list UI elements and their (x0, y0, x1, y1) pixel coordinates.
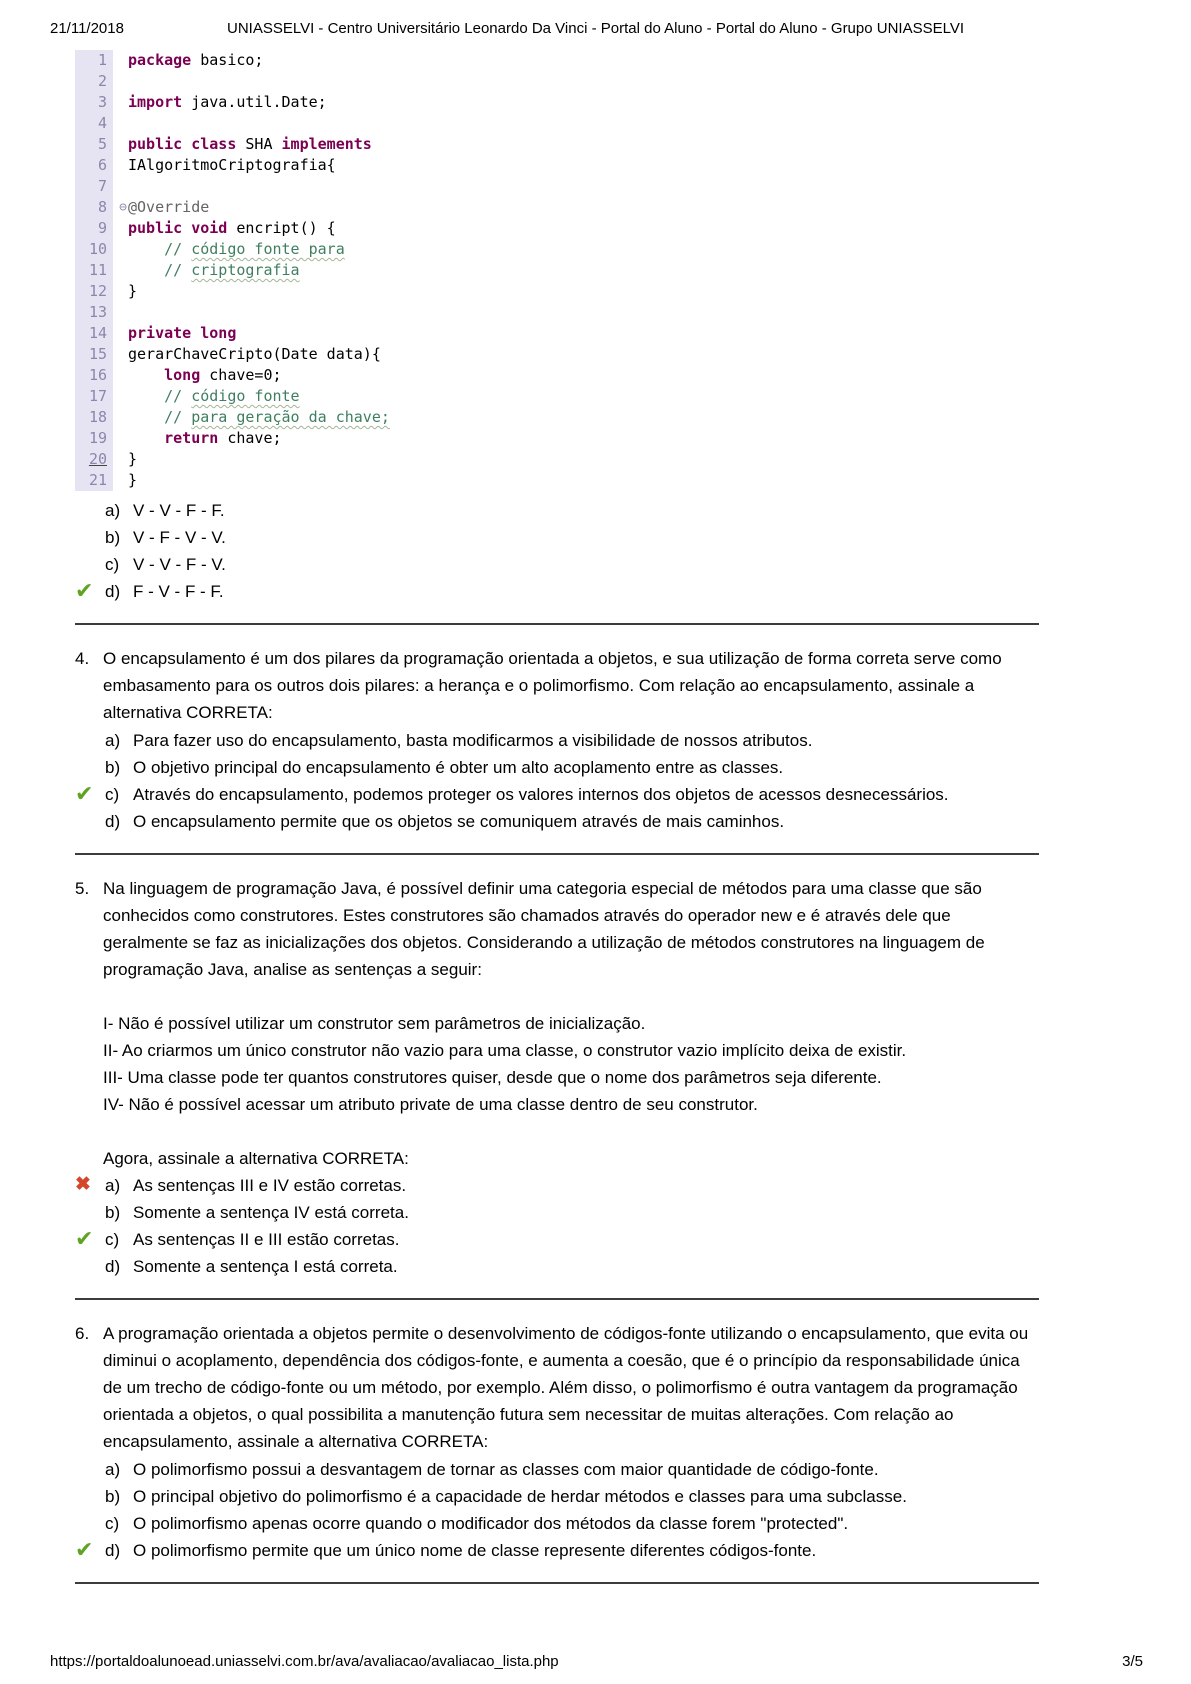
code-segment-plain: basico; (191, 51, 264, 69)
line-number-gutter (75, 197, 127, 218)
code-segment-keyword: return (164, 429, 219, 447)
option-text: Para fazer uso do encapsulamento, basta modificarmos a visibilidade de nossos atributos. (133, 731, 813, 750)
line-number: 7 (97, 177, 107, 195)
option-text: V - V - F - F. (133, 501, 225, 520)
answer-option (75, 524, 1039, 551)
code-segment-comment: // (128, 387, 192, 405)
question-number: 6. (75, 1324, 90, 1343)
code-segment-plain: IAlgoritmoCriptografia{ (128, 156, 336, 174)
option-text: O objetivo principal do encapsulamento é obter um alto acoplamento entre as classes. (133, 758, 784, 777)
line-number-gutter (75, 113, 113, 134)
line-number: 21 (88, 471, 107, 489)
code-line (75, 386, 1039, 407)
line-number: 3 (97, 93, 107, 111)
code-segment-keyword: package (128, 51, 192, 69)
code-segment-keyword: long (164, 366, 201, 384)
option-text: O polimorfismo apenas ocorre quando o modificador dos métodos da classe forem "protected". (133, 1514, 849, 1533)
line-number-gutter (75, 176, 113, 197)
answer-option (75, 781, 1039, 808)
question-options (75, 727, 1039, 835)
code-segment-plain: gerarChaveCripto(Date data){ (128, 345, 381, 363)
statement-item: II- Ao criarmos um único construtor não vazio para uma classe, o construtor vazio implícito deixa de existir. (103, 1041, 907, 1060)
line-number: 14 (88, 324, 107, 342)
option-text: Somente a sentença I está correta. (133, 1257, 398, 1276)
code-line (75, 428, 1039, 449)
page-title: UNIASSELVI - Centro Universitário Leonardo Da Vinci - Portal do Aluno - Portal do Aluno - Grupo UNIASSELVI (226, 20, 965, 37)
code-line (75, 155, 1039, 176)
statement-item: I- Não é possível utilizar um construtor sem parâmetros de inicialização. (103, 1014, 646, 1033)
code-segment-plain (128, 366, 164, 384)
option-text: Somente a sentença IV está correta. (133, 1203, 409, 1222)
code-line-text (113, 92, 327, 113)
correct-answer-check-icon: ✔ (75, 1226, 94, 1251)
option-text: As sentenças III e IV estão corretas. (133, 1176, 407, 1195)
answer-option (75, 551, 1039, 578)
code-segment-plain: } (128, 282, 138, 300)
option-label: a) (105, 501, 121, 520)
code-line (75, 449, 1039, 470)
answer-option (75, 497, 1039, 524)
code-line (75, 470, 1039, 491)
line-number: 12 (88, 282, 107, 300)
answer-option (75, 1226, 1039, 1253)
option-text: Através do encapsulamento, podemos proteger os valores internos dos objetos de acessos desnecessários. (133, 785, 949, 804)
section-divider (75, 623, 1039, 625)
code-segment-comment: // (128, 261, 192, 279)
line-number-gutter (75, 365, 113, 386)
code-segment-plain (182, 135, 191, 153)
statement-item: IV- Não é possível acessar um atributo private de uma classe dentro de seu construtor. (103, 1095, 758, 1114)
question-options (75, 1172, 1039, 1280)
line-number: 1 (97, 51, 107, 69)
question-block (75, 1320, 1039, 1584)
code-segment-comment_underline: criptografia (191, 261, 300, 279)
code-line (75, 323, 1039, 344)
print-header (0, 20, 1191, 37)
code-segment-plain: java.util.Date; (182, 93, 327, 111)
answer-option (75, 1483, 1039, 1510)
correct-answer-check-icon: ✔ (75, 781, 94, 806)
answer-option (75, 808, 1039, 835)
line-number: 13 (88, 303, 107, 321)
code-line-text (113, 176, 128, 197)
code-line (75, 113, 1039, 134)
option-label: b) (105, 1487, 121, 1506)
line-number: 9 (97, 219, 107, 237)
code-segment-plain (128, 429, 164, 447)
option-label: a) (105, 731, 121, 750)
line-number: 20 (88, 450, 107, 468)
code-line (75, 92, 1039, 113)
option-text: V - F - V - V. (133, 528, 226, 547)
line-number-gutter (75, 302, 113, 323)
code-line-text (113, 239, 345, 260)
code-segment-plain: } (128, 471, 138, 489)
question-head (75, 875, 1039, 983)
code-line (75, 302, 1039, 323)
code-line (75, 365, 1039, 386)
code-line-text (113, 386, 300, 407)
line-number: 8 (97, 198, 107, 216)
line-number-gutter (75, 470, 113, 491)
section-divider (75, 853, 1039, 855)
code-segment-comment: // (128, 240, 192, 258)
code-line-text (113, 323, 236, 344)
line-number-gutter (75, 260, 113, 281)
code-segment-plain: chave; (218, 429, 282, 447)
line-number: 15 (88, 345, 107, 363)
line-number-gutter (75, 344, 113, 365)
correct-answer-check-icon: ✔ (75, 1537, 94, 1562)
code-line-text (113, 281, 137, 302)
code-editor (75, 50, 1039, 491)
option-label: b) (105, 758, 121, 777)
line-number: 6 (97, 156, 107, 174)
option-text: O encapsulamento permite que os objetos se comuniquem através de mais caminhos. (133, 812, 785, 831)
code-line-text (113, 344, 381, 365)
code-line (75, 176, 1039, 197)
option-text: As sentenças II e III estão corretas. (133, 1230, 400, 1249)
code-line (75, 344, 1039, 365)
answer-option (75, 578, 1039, 605)
option-label: b) (105, 1203, 121, 1222)
question-options (75, 1456, 1039, 1564)
code-line-text (113, 134, 372, 155)
option-label: d) (105, 582, 121, 601)
answer-option (75, 1537, 1039, 1564)
code-line-text (113, 113, 128, 134)
code-segment-annotation: @Override (128, 198, 210, 216)
line-number-gutter (75, 386, 113, 407)
code-line (75, 239, 1039, 260)
line-number: 4 (97, 114, 107, 132)
line-number-gutter (75, 134, 113, 155)
code-segment-keyword: public (128, 135, 183, 153)
section-divider (75, 1298, 1039, 1300)
line-number-gutter (75, 407, 113, 428)
code-segment-plain (182, 219, 191, 237)
code-line-text (113, 260, 300, 281)
question-block (75, 875, 1039, 1300)
code-line-text (113, 449, 137, 470)
code-line-text (113, 407, 390, 428)
statement-item: III- Uma classe pode ter quantos construtores quiser, desde que o nome dos parâmetros seja diferente. (103, 1068, 882, 1087)
answer-option (75, 1253, 1039, 1280)
code-line-text (113, 365, 282, 386)
code-segment-plain: SHA (236, 135, 282, 153)
code-line (75, 407, 1039, 428)
option-label: d) (105, 812, 121, 831)
code-segment-keyword: import (128, 93, 183, 111)
line-number: 2 (97, 72, 107, 90)
code-line (75, 50, 1039, 71)
option-text: O polimorfismo permite que um único nome de classe represente diferentes códigos-fonte. (133, 1541, 817, 1560)
line-number-gutter (75, 155, 113, 176)
code-segment-keyword: private long (128, 324, 237, 342)
code-line (75, 197, 1039, 218)
option-label: b) (105, 528, 121, 547)
line-number: 18 (88, 408, 107, 426)
line-number: 17 (88, 387, 107, 405)
code-segment-plain: encript() { (227, 219, 336, 237)
code-segment-plain: chave=0; (200, 366, 282, 384)
code-segment-keyword: implements (281, 135, 372, 153)
fold-collapse-icon: ⊖ (119, 200, 127, 215)
wrong-answer-x-icon: ✖ (75, 1174, 91, 1195)
answer-option (75, 754, 1039, 781)
code-line-text (113, 155, 336, 176)
print-date: 21/11/2018 (50, 20, 124, 37)
question-number: 4. (75, 649, 90, 668)
option-text: F - V - F - F. (133, 582, 224, 601)
question-text: O encapsulamento é um dos pilares da programação orientada a objetos, e sua utilização de forma correta serve como embasamento para os outros dois pilares: a herança e o polimorfismo. Com relação ao encapsulamento, assinale a alternativa CORRETA: (103, 649, 1002, 722)
footer-page-number: 3/5 (1122, 1653, 1143, 1670)
answer-option (75, 727, 1039, 754)
code-line (75, 71, 1039, 92)
option-label: a) (105, 1460, 121, 1479)
code-segment-comment: // (128, 408, 192, 426)
line-number-gutter (75, 71, 113, 92)
question-text: A programação orientada a objetos permite o desenvolvimento de códigos-fonte utilizando o encapsulamento, que evita ou diminui o acoplamento, dependência dos códigos-fonte, e aumenta a coesão, que é o princípio da responsabilidade única de um trecho de código-fonte ou um método, por exemplo. Além disso, o polimorfismo é outra vantagem da programação orientada a objetos, o qual possibilita a manutenção futura sem necessitar de muitas alterações. Com relação ao encapsulamento, assinale a alternativa CORRETA: (103, 1324, 1029, 1451)
question3-options (75, 497, 1039, 605)
print-footer (50, 1653, 1143, 1670)
question-block (75, 645, 1039, 855)
question-text: Na linguagem de programação Java, é possível definir uma categoria especial de métodos para uma classe que são conhecidos como construtores. Estes construtores são chamados através do operador new e é através dele que geralmente se faz as inicializações dos objetos. Considerando a utilização de métodos construtores na linguagem de programação Java, analise as sentenças a seguir: (103, 879, 985, 979)
correct-answer-check-icon: ✔ (75, 578, 94, 603)
line-number-gutter (75, 428, 113, 449)
option-label: c) (105, 1514, 120, 1533)
option-label: c) (105, 555, 120, 574)
question-head (75, 1320, 1039, 1455)
code-line (75, 260, 1039, 281)
code-line-text (113, 302, 128, 323)
line-number: 16 (88, 366, 107, 384)
line-number-gutter (75, 323, 113, 344)
answer-option (75, 1199, 1039, 1226)
line-number: 5 (97, 135, 107, 153)
code-line-text (113, 428, 282, 449)
line-number-gutter (75, 239, 113, 260)
answer-option (75, 1172, 1039, 1199)
option-label: c) (105, 1230, 120, 1249)
code-line-text (113, 71, 128, 92)
question-statements (75, 1010, 1039, 1118)
line-number-gutter (75, 50, 113, 71)
option-label: d) (105, 1541, 121, 1560)
option-label: d) (105, 1257, 121, 1276)
line-number-gutter (75, 218, 113, 239)
line-number: 11 (88, 261, 107, 279)
footer-url: https://portaldoalunoead.uniasselvi.com.br/ava/avaliacao/avaliacao_lista.php (50, 1653, 559, 1670)
code-line-text (113, 50, 263, 71)
answer-option (75, 1456, 1039, 1483)
line-number-gutter (75, 281, 113, 302)
option-text: O polimorfismo possui a desvantagem de tornar as classes com maior quantidade de código-fonte. (133, 1460, 879, 1479)
code-line (75, 281, 1039, 302)
question-prompt: Agora, assinale a alternativa CORRETA: (103, 1149, 409, 1168)
line-number-gutter (75, 92, 113, 113)
code-segment-comment_underline: código fonte para (191, 240, 345, 258)
option-label: a) (105, 1176, 121, 1195)
line-number: 10 (88, 240, 107, 258)
questions (75, 645, 1039, 1584)
code-line (75, 134, 1039, 155)
code-editor-lines (75, 50, 1039, 491)
answer-option (75, 1510, 1039, 1537)
code-line-text (113, 197, 209, 218)
code-line-text (113, 470, 137, 491)
option-text: O principal objetivo do polimorfismo é a capacidade de herdar métodos e classes para uma subclasse. (133, 1487, 907, 1506)
code-segment-plain: } (128, 450, 138, 468)
option-text: V - V - F - V. (133, 555, 226, 574)
question-head (75, 645, 1039, 726)
question-number: 5. (75, 879, 90, 898)
line-number: 19 (88, 429, 107, 447)
code-segment-keyword: public (128, 219, 183, 237)
code-segment-keyword: class (191, 135, 237, 153)
code-line (75, 218, 1039, 239)
section-divider (75, 1582, 1039, 1584)
code-line-text (113, 218, 336, 239)
option-label: c) (105, 785, 120, 804)
line-number-gutter (75, 449, 113, 470)
code-segment-comment_underline: código fonte (191, 387, 300, 405)
code-segment-keyword: void (191, 219, 228, 237)
code-segment-comment_underline: para geração da chave; (191, 408, 390, 426)
